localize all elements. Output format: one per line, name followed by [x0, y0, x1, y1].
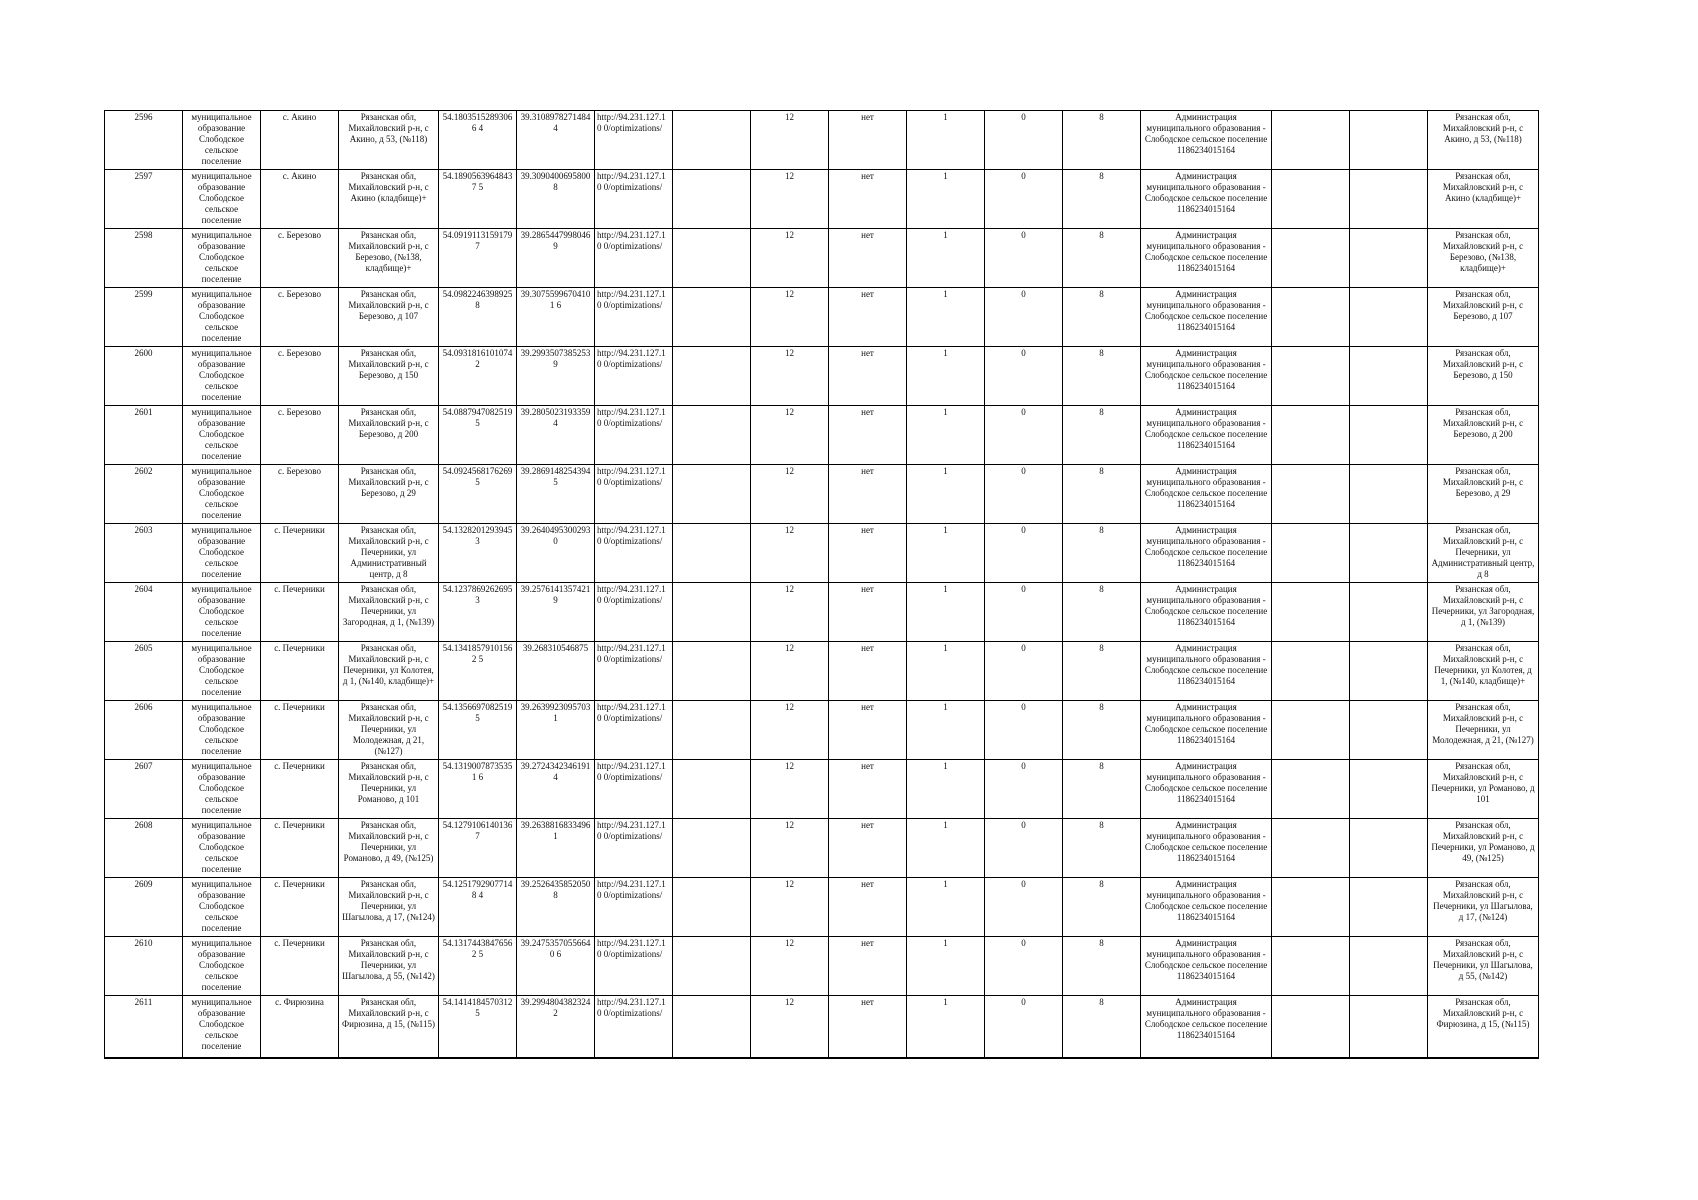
- row-number: 2611: [105, 996, 183, 1059]
- row-number: 2603: [105, 524, 183, 583]
- municipality-cell: муниципальное образование Слободское сельское поселение: [183, 642, 261, 701]
- url-cell: http://94.231.127.10 0/optimizations/: [595, 465, 673, 524]
- url-cell: http://94.231.127.10 0/optimizations/: [595, 583, 673, 642]
- empty-cell: [1350, 229, 1428, 288]
- empty-cell: [1350, 406, 1428, 465]
- empty-cell: [1350, 878, 1428, 937]
- latitude-cell: 54.13174438476562 5: [439, 937, 517, 996]
- value-1-cell: 1: [907, 642, 985, 701]
- latitude-cell: 54.09822463989258: [439, 288, 517, 347]
- value-1-cell: 1: [907, 465, 985, 524]
- address-cell: Рязанская обл, Михайловский р-н, с Березово, д 200: [339, 406, 439, 465]
- settlement-cell: с. Березово: [261, 347, 339, 406]
- value-8-cell: 8: [1063, 937, 1141, 996]
- value-12-cell: 12: [751, 701, 829, 760]
- empty-cell: [1350, 111, 1428, 170]
- empty-cell: [1272, 347, 1350, 406]
- value-1-cell: 1: [907, 996, 985, 1059]
- value-12-cell: 12: [751, 996, 829, 1059]
- row-number: 2607: [105, 760, 183, 819]
- longitude-cell: 39.28050231933594: [517, 406, 595, 465]
- latitude-cell: 54.09318161010742: [439, 347, 517, 406]
- value-0-cell: 0: [985, 111, 1063, 170]
- value-12-cell: 12: [751, 465, 829, 524]
- empty-cell: [673, 937, 751, 996]
- empty-cell: [1350, 701, 1428, 760]
- row-number: 2602: [105, 465, 183, 524]
- address-duplicate-cell: Рязанская обл, Михайловский р-н, с Печерники, ул Шагылова, д 17, (№124): [1428, 878, 1539, 937]
- settlement-cell: с. Березово: [261, 229, 339, 288]
- flag-cell: нет: [829, 524, 907, 583]
- empty-cell: [673, 760, 751, 819]
- municipality-cell: муниципальное образование Слободское сельское поселение: [183, 111, 261, 170]
- municipality-cell: муниципальное образование Слободское сельское поселение: [183, 465, 261, 524]
- settlement-cell: с. Печерники: [261, 583, 339, 642]
- value-1-cell: 1: [907, 701, 985, 760]
- address-duplicate-cell: Рязанская обл, Михайловский р-н, с Печерники, ул Административный центр, д 8: [1428, 524, 1539, 583]
- value-12-cell: 12: [751, 878, 829, 937]
- table-row: [105, 288, 1539, 347]
- latitude-cell: 54.13282012939453: [439, 524, 517, 583]
- empty-cell: [673, 406, 751, 465]
- administration-cell: Администрация муниципального образования - Слободское сельское поселение 1186234015164: [1141, 937, 1272, 996]
- settlement-cell: с. Фирюзина: [261, 996, 339, 1059]
- latitude-cell: 54.12791061401367: [439, 819, 517, 878]
- settlement-cell: с. Акино: [261, 111, 339, 170]
- table-row: [105, 878, 1539, 937]
- address-duplicate-cell: Рязанская обл, Михайловский р-н, с Березово, д 107: [1428, 288, 1539, 347]
- settlement-cell: с. Печерники: [261, 642, 339, 701]
- flag-cell: нет: [829, 170, 907, 229]
- flag-cell: нет: [829, 229, 907, 288]
- url-cell: http://94.231.127.10 0/optimizations/: [595, 878, 673, 937]
- value-8-cell: 8: [1063, 465, 1141, 524]
- flag-cell: нет: [829, 111, 907, 170]
- longitude-cell: 39.31089782714844: [517, 111, 595, 170]
- address-cell: Рязанская обл, Михайловский р-н, с Акино, д 53, (№118): [339, 111, 439, 170]
- empty-cell: [1272, 996, 1350, 1059]
- value-8-cell: 8: [1063, 819, 1141, 878]
- empty-cell: [673, 465, 751, 524]
- address-cell: Рязанская обл, Михайловский р-н, с Березово, д 150: [339, 347, 439, 406]
- flag-cell: нет: [829, 937, 907, 996]
- address-cell: Рязанская обл, Михайловский р-н, с Акино (кладбище)+: [339, 170, 439, 229]
- value-1-cell: 1: [907, 760, 985, 819]
- settlement-cell: с. Печерники: [261, 524, 339, 583]
- url-cell: http://94.231.127.10 0/optimizations/: [595, 642, 673, 701]
- municipality-cell: муниципальное образование Слободское сельское поселение: [183, 170, 261, 229]
- address-duplicate-cell: Рязанская обл, Михайловский р-н, с Печерники, ул Молодежная, д 21, (№127): [1428, 701, 1539, 760]
- row-number: 2604: [105, 583, 183, 642]
- latitude-cell: 54.09245681762695: [439, 465, 517, 524]
- empty-cell: [673, 111, 751, 170]
- municipality-cell: муниципальное образование Слободское сельское поселение: [183, 583, 261, 642]
- municipality-cell: муниципальное образование Слободское сельское поселение: [183, 229, 261, 288]
- value-8-cell: 8: [1063, 760, 1141, 819]
- settlement-cell: с. Печерники: [261, 937, 339, 996]
- longitude-cell: 39.26388168334961: [517, 819, 595, 878]
- value-12-cell: 12: [751, 524, 829, 583]
- empty-cell: [673, 996, 751, 1059]
- value-8-cell: 8: [1063, 583, 1141, 642]
- address-duplicate-cell: Рязанская обл, Михайловский р-н, с Акино (кладбище)+: [1428, 170, 1539, 229]
- address-cell: Рязанская обл, Михайловский р-н, с Печерники, ул Романово, д 49, (№125): [339, 819, 439, 878]
- value-1-cell: 1: [907, 111, 985, 170]
- empty-cell: [1350, 583, 1428, 642]
- empty-cell: [1272, 524, 1350, 583]
- administration-cell: Администрация муниципального образования - Слободское сельское поселение 1186234015164: [1141, 288, 1272, 347]
- value-0-cell: 0: [985, 937, 1063, 996]
- value-1-cell: 1: [907, 170, 985, 229]
- empty-cell: [1350, 465, 1428, 524]
- url-cell: http://94.231.127.10 0/optimizations/: [595, 170, 673, 229]
- address-duplicate-cell: Рязанская обл, Михайловский р-н, с Печерники, ул Романово, д 101: [1428, 760, 1539, 819]
- administration-cell: Администрация муниципального образования - Слободское сельское поселение 1186234015164: [1141, 406, 1272, 465]
- row-number: 2599: [105, 288, 183, 347]
- url-cell: http://94.231.127.10 0/optimizations/: [595, 996, 673, 1059]
- longitude-cell: 39.24753570556640 6: [517, 937, 595, 996]
- empty-cell: [1350, 170, 1428, 229]
- administration-cell: Администрация муниципального образования - Слободское сельское поселение 1186234015164: [1141, 465, 1272, 524]
- address-cell: Рязанская обл, Михайловский р-н, с Печерники, ул Шагылова, д 55, (№142): [339, 937, 439, 996]
- latitude-cell: 54.08879470825195: [439, 406, 517, 465]
- latitude-cell: 54.18905639648437 5: [439, 170, 517, 229]
- value-8-cell: 8: [1063, 170, 1141, 229]
- row-number: 2597: [105, 170, 183, 229]
- empty-cell: [1350, 760, 1428, 819]
- value-0-cell: 0: [985, 288, 1063, 347]
- value-12-cell: 12: [751, 347, 829, 406]
- value-0-cell: 0: [985, 229, 1063, 288]
- empty-cell: [673, 642, 751, 701]
- value-0-cell: 0: [985, 878, 1063, 937]
- latitude-cell: 54.14141845703125: [439, 996, 517, 1059]
- address-cell: Рязанская обл, Михайловский р-н, с Печерники, ул Романово, д 101: [339, 760, 439, 819]
- municipality-cell: муниципальное образование Слободское сельское поселение: [183, 347, 261, 406]
- table-row: [105, 111, 1539, 170]
- municipality-cell: муниципальное образование Слободское сельское поселение: [183, 760, 261, 819]
- value-0-cell: 0: [985, 406, 1063, 465]
- table-row: [105, 819, 1539, 878]
- empty-cell: [1272, 760, 1350, 819]
- flag-cell: нет: [829, 878, 907, 937]
- empty-cell: [673, 524, 751, 583]
- empty-cell: [1272, 465, 1350, 524]
- address-cell: Рязанская обл, Михайловский р-н, с Фирюзина, д 15, (№115): [339, 996, 439, 1059]
- address-duplicate-cell: Рязанская обл, Михайловский р-н, с Березово, д 200: [1428, 406, 1539, 465]
- value-12-cell: 12: [751, 583, 829, 642]
- registry-table: [104, 110, 1539, 1059]
- administration-cell: Администрация муниципального образования - Слободское сельское поселение 1186234015164: [1141, 111, 1272, 170]
- address-duplicate-cell: Рязанская обл, Михайловский р-н, с Березово, д 150: [1428, 347, 1539, 406]
- table-row: [105, 642, 1539, 701]
- latitude-cell: 54.12517929077148 4: [439, 878, 517, 937]
- empty-cell: [1272, 583, 1350, 642]
- empty-cell: [1350, 524, 1428, 583]
- empty-cell: [1350, 819, 1428, 878]
- address-cell: Рязанская обл, Михайловский р-н, с Печерники, ул Колотея, д 1, (№140, кладбище)+: [339, 642, 439, 701]
- longitude-cell: 39.30755996704101 6: [517, 288, 595, 347]
- url-cell: http://94.231.127.10 0/optimizations/: [595, 229, 673, 288]
- row-number: 2598: [105, 229, 183, 288]
- url-cell: http://94.231.127.10 0/optimizations/: [595, 701, 673, 760]
- administration-cell: Администрация муниципального образования - Слободское сельское поселение 1186234015164: [1141, 819, 1272, 878]
- longitude-cell: 39.28654479980469: [517, 229, 595, 288]
- table-row: [105, 465, 1539, 524]
- flag-cell: нет: [829, 347, 907, 406]
- empty-cell: [673, 229, 751, 288]
- table-row: [105, 996, 1539, 1059]
- address-cell: Рязанская обл, Михайловский р-н, с Печерники, ул Шагылова, д 17, (№124): [339, 878, 439, 937]
- address-cell: Рязанская обл, Михайловский р-н, с Березово, д 107: [339, 288, 439, 347]
- value-8-cell: 8: [1063, 996, 1141, 1059]
- flag-cell: нет: [829, 996, 907, 1059]
- value-8-cell: 8: [1063, 111, 1141, 170]
- flag-cell: нет: [829, 642, 907, 701]
- empty-cell: [673, 288, 751, 347]
- flag-cell: нет: [829, 465, 907, 524]
- empty-cell: [1272, 406, 1350, 465]
- municipality-cell: муниципальное образование Слободское сельское поселение: [183, 406, 261, 465]
- address-cell: Рязанская обл, Михайловский р-н, с Печерники, ул Загородная, д 1, (№139): [339, 583, 439, 642]
- municipality-cell: муниципальное образование Слободское сельское поселение: [183, 288, 261, 347]
- row-number: 2608: [105, 819, 183, 878]
- value-0-cell: 0: [985, 819, 1063, 878]
- settlement-cell: с. Печерники: [261, 760, 339, 819]
- value-1-cell: 1: [907, 524, 985, 583]
- address-cell: Рязанская обл, Михайловский р-н, с Березово, (№138, кладбище)+: [339, 229, 439, 288]
- value-8-cell: 8: [1063, 524, 1141, 583]
- empty-cell: [1272, 642, 1350, 701]
- municipality-cell: муниципальное образование Слободское сельское поселение: [183, 996, 261, 1059]
- longitude-cell: 39.29948043823242: [517, 996, 595, 1059]
- url-cell: http://94.231.127.10 0/optimizations/: [595, 111, 673, 170]
- url-cell: http://94.231.127.10 0/optimizations/: [595, 524, 673, 583]
- table-row: [105, 170, 1539, 229]
- settlement-cell: с. Печерники: [261, 878, 339, 937]
- administration-cell: Администрация муниципального образования - Слободское сельское поселение 1186234015164: [1141, 170, 1272, 229]
- value-8-cell: 8: [1063, 701, 1141, 760]
- value-0-cell: 0: [985, 701, 1063, 760]
- administration-cell: Администрация муниципального образования - Слободское сельское поселение 1186234015164: [1141, 524, 1272, 583]
- longitude-cell: 39.268310546875: [517, 642, 595, 701]
- row-number: 2609: [105, 878, 183, 937]
- empty-cell: [1272, 288, 1350, 347]
- longitude-cell: 39.26399230957031: [517, 701, 595, 760]
- empty-cell: [1272, 878, 1350, 937]
- value-12-cell: 12: [751, 760, 829, 819]
- latitude-cell: 54.13418579101562 5: [439, 642, 517, 701]
- latitude-cell: 54.18035152893066 4: [439, 111, 517, 170]
- address-duplicate-cell: Рязанская обл, Михайловский р-н, с Печерники, ул Загородная, д 1, (№139): [1428, 583, 1539, 642]
- row-number: 2601: [105, 406, 183, 465]
- municipality-cell: муниципальное образование Слободское сельское поселение: [183, 524, 261, 583]
- settlement-cell: с. Печерники: [261, 819, 339, 878]
- empty-cell: [1272, 170, 1350, 229]
- longitude-cell: 39.25761413574219: [517, 583, 595, 642]
- address-cell: Рязанская обл, Михайловский р-н, с Печерники, ул Молодежная, д 21, (№127): [339, 701, 439, 760]
- flag-cell: нет: [829, 819, 907, 878]
- latitude-cell: 54.13190078735351 6: [439, 760, 517, 819]
- address-duplicate-cell: Рязанская обл, Михайловский р-н, с Фирюзина, д 15, (№115): [1428, 996, 1539, 1059]
- empty-cell: [673, 170, 751, 229]
- longitude-cell: 39.26404953002930: [517, 524, 595, 583]
- longitude-cell: 39.27243423461914: [517, 760, 595, 819]
- longitude-cell: 39.25264358520508: [517, 878, 595, 937]
- administration-cell: Администрация муниципального образования - Слободское сельское поселение 1186234015164: [1141, 760, 1272, 819]
- url-cell: http://94.231.127.10 0/optimizations/: [595, 347, 673, 406]
- address-duplicate-cell: Рязанская обл, Михайловский р-н, с Печерники, ул Колотея, д 1, (№140, кладбище)+: [1428, 642, 1539, 701]
- value-8-cell: 8: [1063, 642, 1141, 701]
- empty-cell: [1350, 347, 1428, 406]
- table-row: [105, 937, 1539, 996]
- administration-cell: Администрация муниципального образования - Слободское сельское поселение 1186234015164: [1141, 583, 1272, 642]
- value-12-cell: 12: [751, 406, 829, 465]
- latitude-cell: 54.13566970825195: [439, 701, 517, 760]
- value-12-cell: 12: [751, 642, 829, 701]
- value-8-cell: 8: [1063, 878, 1141, 937]
- flag-cell: нет: [829, 760, 907, 819]
- value-8-cell: 8: [1063, 288, 1141, 347]
- empty-cell: [1350, 288, 1428, 347]
- value-0-cell: 0: [985, 642, 1063, 701]
- value-1-cell: 1: [907, 406, 985, 465]
- value-12-cell: 12: [751, 937, 829, 996]
- administration-cell: Администрация муниципального образования - Слободское сельское поселение 1186234015164: [1141, 701, 1272, 760]
- longitude-cell: 39.29935073852539: [517, 347, 595, 406]
- url-cell: http://94.231.127.10 0/optimizations/: [595, 760, 673, 819]
- table-row: [105, 406, 1539, 465]
- row-number: 2600: [105, 347, 183, 406]
- value-12-cell: 12: [751, 288, 829, 347]
- administration-cell: Администрация муниципального образования - Слободское сельское поселение 1186234015164: [1141, 996, 1272, 1059]
- value-0-cell: 0: [985, 347, 1063, 406]
- settlement-cell: с. Березово: [261, 465, 339, 524]
- municipality-cell: муниципальное образование Слободское сельское поселение: [183, 701, 261, 760]
- municipality-cell: муниципальное образование Слободское сельское поселение: [183, 819, 261, 878]
- value-1-cell: 1: [907, 878, 985, 937]
- longitude-cell: 39.28691482543945: [517, 465, 595, 524]
- address-duplicate-cell: Рязанская обл, Михайловский р-н, с Березово, д 29: [1428, 465, 1539, 524]
- municipality-cell: муниципальное образование Слободское сельское поселение: [183, 937, 261, 996]
- value-0-cell: 0: [985, 996, 1063, 1059]
- administration-cell: Администрация муниципального образования - Слободское сельское поселение 1186234015164: [1141, 642, 1272, 701]
- value-12-cell: 12: [751, 170, 829, 229]
- administration-cell: Администрация муниципального образования - Слободское сельское поселение 1186234015164: [1141, 229, 1272, 288]
- flag-cell: нет: [829, 406, 907, 465]
- empty-cell: [673, 583, 751, 642]
- longitude-cell: 39.30904006958008: [517, 170, 595, 229]
- value-0-cell: 0: [985, 760, 1063, 819]
- administration-cell: Администрация муниципального образования - Слободское сельское поселение 1186234015164: [1141, 878, 1272, 937]
- table-row: [105, 583, 1539, 642]
- value-1-cell: 1: [907, 288, 985, 347]
- table-row: [105, 524, 1539, 583]
- flag-cell: нет: [829, 583, 907, 642]
- value-12-cell: 12: [751, 111, 829, 170]
- value-12-cell: 12: [751, 229, 829, 288]
- value-1-cell: 1: [907, 347, 985, 406]
- latitude-cell: 54.12378692626953: [439, 583, 517, 642]
- row-number: 2605: [105, 642, 183, 701]
- settlement-cell: с. Акино: [261, 170, 339, 229]
- row-number: 2596: [105, 111, 183, 170]
- address-cell: Рязанская обл, Михайловский р-н, с Березово, д 29: [339, 465, 439, 524]
- address-duplicate-cell: Рязанская обл, Михайловский р-н, с Акино, д 53, (№118): [1428, 111, 1539, 170]
- empty-cell: [1272, 229, 1350, 288]
- address-duplicate-cell: Рязанская обл, Михайловский р-н, с Печерники, ул Романово, д 49, (№125): [1428, 819, 1539, 878]
- latitude-cell: 54.09191131591797: [439, 229, 517, 288]
- empty-cell: [1272, 819, 1350, 878]
- settlement-cell: с. Березово: [261, 288, 339, 347]
- url-cell: http://94.231.127.10 0/optimizations/: [595, 288, 673, 347]
- value-1-cell: 1: [907, 583, 985, 642]
- empty-cell: [1350, 937, 1428, 996]
- url-cell: http://94.231.127.10 0/optimizations/: [595, 937, 673, 996]
- value-0-cell: 0: [985, 170, 1063, 229]
- empty-cell: [673, 347, 751, 406]
- value-0-cell: 0: [985, 583, 1063, 642]
- value-1-cell: 1: [907, 229, 985, 288]
- empty-cell: [1350, 642, 1428, 701]
- table-row: [105, 701, 1539, 760]
- value-1-cell: 1: [907, 819, 985, 878]
- municipality-cell: муниципальное образование Слободское сельское поселение: [183, 878, 261, 937]
- settlement-cell: с. Березово: [261, 406, 339, 465]
- administration-cell: Администрация муниципального образования - Слободское сельское поселение 1186234015164: [1141, 347, 1272, 406]
- table-row: [105, 229, 1539, 288]
- settlement-cell: с. Печерники: [261, 701, 339, 760]
- row-number: 2610: [105, 937, 183, 996]
- value-8-cell: 8: [1063, 347, 1141, 406]
- address-duplicate-cell: Рязанская обл, Михайловский р-н, с Печерники, ул Шагылова, д 55, (№142): [1428, 937, 1539, 996]
- empty-cell: [673, 878, 751, 937]
- value-0-cell: 0: [985, 465, 1063, 524]
- value-12-cell: 12: [751, 819, 829, 878]
- empty-cell: [1350, 996, 1428, 1059]
- empty-cell: [1272, 111, 1350, 170]
- address-cell: Рязанская обл, Михайловский р-н, с Печерники, ул Административный центр, д 8: [339, 524, 439, 583]
- empty-cell: [1272, 937, 1350, 996]
- value-1-cell: 1: [907, 937, 985, 996]
- url-cell: http://94.231.127.10 0/optimizations/: [595, 406, 673, 465]
- table-row: [105, 760, 1539, 819]
- empty-cell: [673, 701, 751, 760]
- table-body: [105, 111, 1539, 1059]
- value-8-cell: 8: [1063, 229, 1141, 288]
- value-0-cell: 0: [985, 524, 1063, 583]
- table-row: [105, 347, 1539, 406]
- empty-cell: [673, 819, 751, 878]
- address-duplicate-cell: Рязанская обл, Михайловский р-н, с Березово, (№138, кладбище)+: [1428, 229, 1539, 288]
- flag-cell: нет: [829, 288, 907, 347]
- row-number: 2606: [105, 701, 183, 760]
- flag-cell: нет: [829, 701, 907, 760]
- empty-cell: [1272, 701, 1350, 760]
- url-cell: http://94.231.127.10 0/optimizations/: [595, 819, 673, 878]
- value-8-cell: 8: [1063, 406, 1141, 465]
